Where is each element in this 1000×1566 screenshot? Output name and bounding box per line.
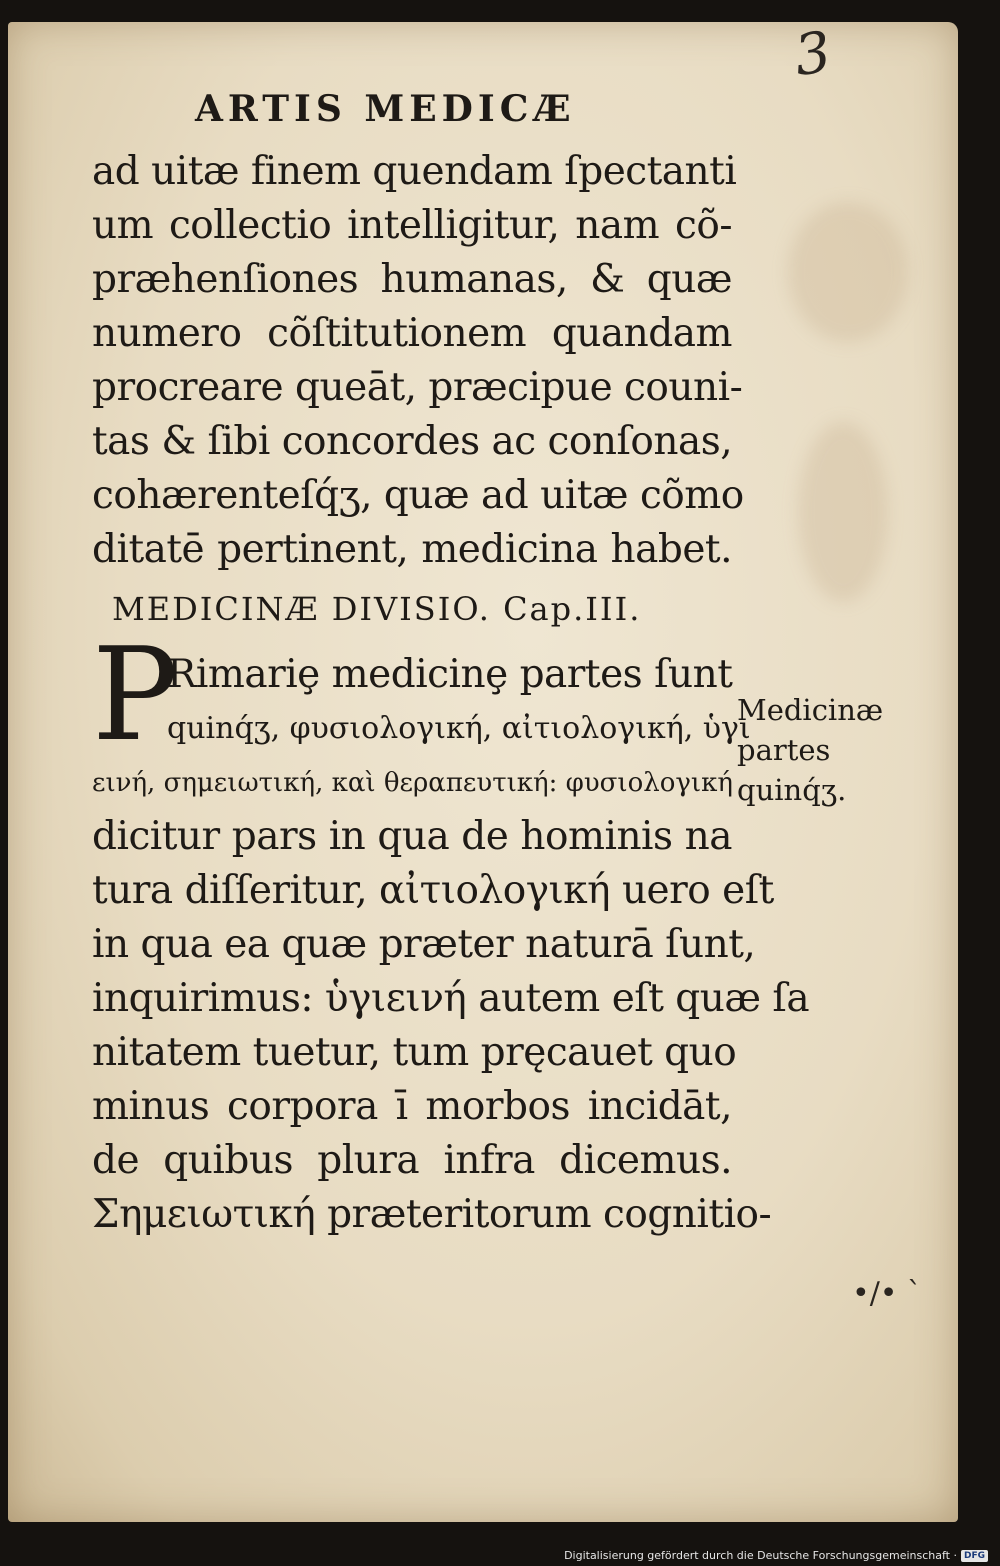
text-line: tura diſſeritur, αἰτιολογική uero eſt (92, 868, 774, 913)
text-line: dicitur pars in qua de hominis na (92, 814, 732, 859)
margin-note (737, 690, 883, 810)
margin-note-line: Medicinæ (737, 693, 884, 727)
drop-cap: P (92, 621, 179, 770)
chapter-paragraph (92, 648, 810, 1242)
chapter-heading: MEDICINÆ DIVISIO. Cap.III. (112, 590, 642, 628)
text-line: præhenſiones humanas, & quæ (92, 257, 732, 302)
paper-stain (788, 202, 908, 342)
footer-credit (564, 1549, 988, 1562)
text-line: minus corpora ī morbos incidāt, (92, 1084, 732, 1129)
text-line: cohærenteſq́ʒ, quæ ad uitæ cõmo (92, 473, 744, 518)
text-line: ditatē pertinent, medicina habet. (92, 527, 732, 572)
text-line: Σημειωτική præteritorum cognitio- (92, 1192, 772, 1237)
text-line: Rimariȩ medicinȩ partes ſunt (167, 652, 733, 697)
text-line: numero cõſtitutionem quandam (92, 311, 732, 356)
text-line: um collectio intelligitur, nam cõ- (92, 203, 732, 248)
text-line: tas & ſibi concordes ac conſonas, (92, 419, 733, 464)
text-line: ad uitæ finem quendam ſpectanti (92, 149, 737, 194)
text-line: nitatem tuetur, tum pręcauet quo (92, 1030, 737, 1075)
text-line: de quibus plura infra dicemus. (92, 1138, 732, 1183)
margin-note-line: quinq́ʒ. (737, 773, 847, 807)
text-line: quinq́ʒ, φυσιολογική, αἰτιολογική, ὑγι (167, 711, 751, 746)
ink-specks: •/• ˋ (852, 1276, 923, 1311)
dfg-logo-icon: DFG (961, 1550, 988, 1562)
folio-number: 3 (790, 19, 835, 90)
margin-note-line: partes (737, 733, 831, 767)
footer-text: Digitalisierung gefördert durch die Deutsche Forschungsgemeinschaft · (564, 1549, 957, 1562)
text-line: procreare queāt, præcipue couni- (92, 365, 743, 410)
text-line: inquirimus: ὑγιεινή autem eſt quæ ſa (92, 976, 810, 1021)
running-head: ARTIS MEDICÆ (195, 88, 576, 130)
paper-stain (798, 422, 888, 602)
text-line: εινή, σημειωτική, καὶ θεραπευτική: φυσιολογική (92, 768, 733, 798)
text-block-top (92, 145, 744, 577)
text-line: in qua ea quæ præter naturā ſunt, (92, 922, 756, 967)
